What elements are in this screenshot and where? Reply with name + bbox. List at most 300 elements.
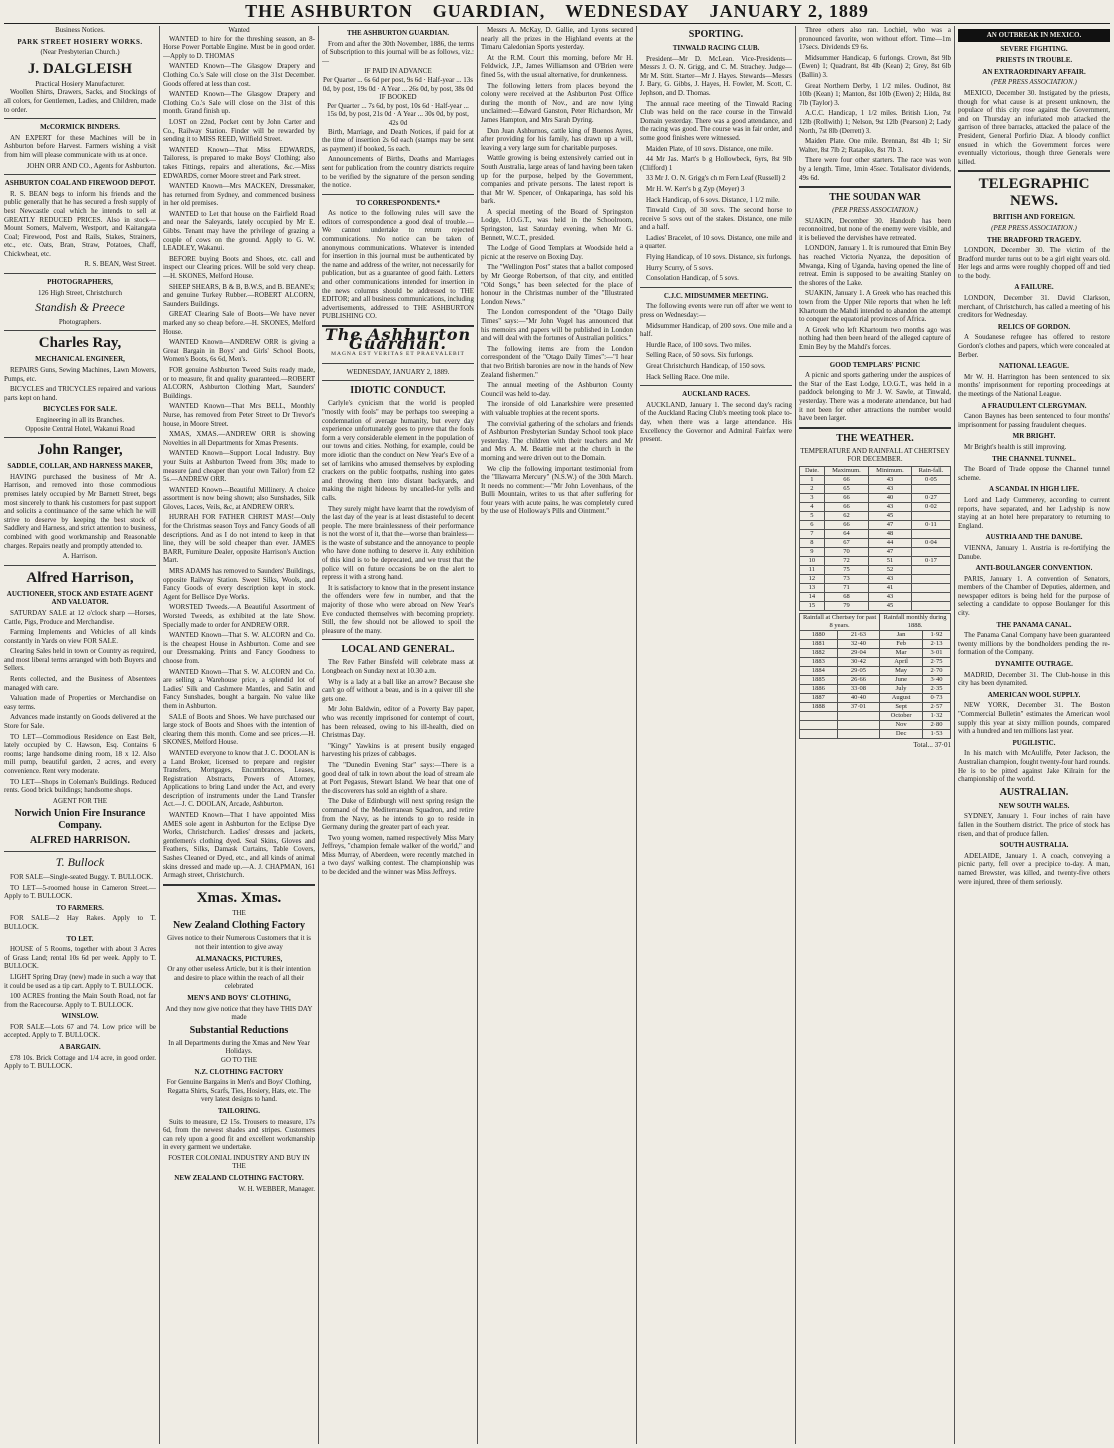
table-row <box>800 693 951 702</box>
column-header: Rain-fall. <box>911 466 950 475</box>
wanted-item: MRS ADAMS has removed to Saunders' Buildings, opposite Railway Station. Sweet Silks, Wools, and Fancy Goods of every description kept in stock. Agent for Bellisce Dye Works. <box>163 567 315 601</box>
table-row <box>800 592 951 601</box>
ad-body: LIGHT Spring Dray (new) made in such a way that it could be used as a tip cart. Apply to T. BULLOCK. <box>4 972 156 990</box>
table-row <box>800 657 951 666</box>
wanted-item: SALE of Boots and Shoes. We have purchased our large stock of Boots and Shoes with the intention of clearing them this month. Come and see prices.—H. SKONES, Melford House. <box>163 712 315 747</box>
column-rule <box>477 26 478 1444</box>
table-cell: July <box>880 684 923 693</box>
table-cell: 13 <box>800 583 825 592</box>
news-item: LONDON, December 31. David Clarkson, merchant, of Christchurch, has called a meeting of his creditors for Wednesday. <box>958 294 1110 320</box>
ad-heading: Norwich Union Fire Insurance Company. <box>14 808 146 832</box>
wanted-item: WANTED Known—ANDREW ORR is giving a Great Bargain in Boys' and Girls' School Boots, Women's Boots, 6s 6d, Men's. <box>163 338 315 364</box>
article-heading: LOCAL AND GENERAL. <box>341 644 455 656</box>
table-cell: 15 <box>800 601 825 610</box>
race-result: Ladies' Bracelet, of 10 sovs. Distance, one mile and a quarter. <box>640 233 792 251</box>
news-item: The following items are from the London correspondent of the "Otago Daily Times":—"I hear that two British baronies are now in the hands of New Zealand fishermen." <box>481 344 633 379</box>
column-7-telegrams <box>958 26 1110 1444</box>
article-heading: NEW SOUTH WALES. <box>998 801 1070 810</box>
rates-label: IF PAID IN ADVANCE <box>364 67 432 76</box>
ad-body: Suits to measure, £2 15s. Trousers to measure, 17s 6d, from the newest shades and stripes. Customers can rely upon a good fit and excellent workmanship in every garment we undertake. <box>163 1117 315 1152</box>
news-item: The ironside of old Lanarkshire were presented with valuable trophies at the recent sports. <box>481 400 633 417</box>
masthead-day: WEDNESDAY <box>565 0 690 21</box>
article-heading: C.J.C. MIDSUMMER MEETING. <box>663 291 769 300</box>
table-cell: 1881 <box>800 639 838 648</box>
table-cell <box>911 547 950 556</box>
wanted-item: WANTED Known—That S. W. ALCORN and Co. is the cheapest House in Ashburton. Come and see our Dressmaking. Prints and Fancy Goodness to choose from. <box>163 631 315 665</box>
news-item: Two young women, named respectively Miss Mary Jeffreys, "champion female walker of the world," and Miss Murray, of Aberdeen, were recently matched in a two days' walking contest. The championship was to be decided and the winner was Miss Jeffreys. <box>322 833 474 877</box>
table-cell <box>800 720 838 729</box>
ad-signature: A. Harrison. <box>62 552 98 561</box>
news-item: The annual meeting of the Ashburton County Council was held to-day. <box>481 381 633 398</box>
ad-heading: BICYCLES FOR SALE. <box>42 405 118 414</box>
table-cell: 1884 <box>800 666 838 675</box>
table-cell: 67 <box>824 538 868 547</box>
article-heading: AUSTRIA AND THE DANUBE. <box>985 533 1083 542</box>
table-row <box>800 502 951 511</box>
table-cell: 0·11 <box>911 520 950 529</box>
wanted-item: WORSTED Tweeds.—A Beautiful Assortment of Worsted Tweeds, as exhibited at the late Show. Specially made to order for ANDREW ORR. <box>163 603 315 629</box>
table-cell: 2·57 <box>923 702 951 711</box>
column-rule <box>318 26 319 1444</box>
race-result: Mr H. W. Kerr's b g Zyp (Meyer) 3 <box>646 184 745 193</box>
table-cell: 29·04 <box>837 648 879 657</box>
ad-body: FOR SALE—Single-seated Buggy. T. BULLOCK. <box>10 872 153 881</box>
news-item: LONDON, January 1. It is rumoured that Emin Bey has reached Victoria Nyanza, the deposition of Mwanga, King of Uganda, having opened the line of retreat. Emin is supposed to be awaiting Stanley on the shores of the Lake. <box>799 244 951 287</box>
table-cell: 26·66 <box>837 675 879 684</box>
table-cell: 1·32 <box>923 711 951 720</box>
article-heading: IDIOTIC CONDUCT. <box>350 385 446 397</box>
table-cell <box>800 729 838 738</box>
table-cell: 0·73 <box>923 693 951 702</box>
race-result: Hack Selling Race. One mile. <box>646 372 730 381</box>
news-item: The following letters from places beyond the colony were received at the Ashburton Post Office during the month of Nov., and are now lying unclaimed:—Edward Ganston, Peter Richardson, Mr James Hampton, and Mrs Sarah Dyring. <box>481 81 633 124</box>
race-result: Three others also ran. Lochiel, who was a pronounced favorite, won without effort. Time—1m 17secs. Dividends £9 6s. <box>799 26 951 52</box>
race-result: Selling Race, of 50 sovs. Six furlongs. <box>646 351 754 360</box>
news-item: SYDNEY, January 1. Four inches of rain have fallen in the Southern district. The price of stock has risen, and that of produce fallen. <box>958 812 1110 838</box>
ad-signature: R. S. BEAN, West Street. <box>84 260 156 269</box>
article-heading: GOOD TEMPLARS' PICNIC <box>829 360 921 369</box>
masthead <box>0 0 1114 22</box>
table-row <box>800 565 951 574</box>
ad-trade: Practical Hosiery Manufacturer. <box>35 79 125 88</box>
news-item: In his match with McAuliffe, Peter Jackson, the Australian champion, fought twenty-four hard rounds. He is to be pitted against Jake Kilrain for the championship of the world. <box>958 749 1110 784</box>
weather-table <box>799 466 951 611</box>
table-cell <box>911 484 950 493</box>
table-row <box>800 520 951 529</box>
article-subheading: AN EXTRAORDINARY AFFAIR. <box>982 67 1086 76</box>
table-cell: 12 <box>800 574 825 583</box>
news-item: SUAKIN, December 30. Handoub has been reconnoitred, but none of the enemy were visible, and it is believed the dervishes have retreated. <box>799 216 951 242</box>
ad-body: Or any other useless Article, but it is their intention and desire to place within the reach of all their celebrated <box>167 965 311 991</box>
table-cell: 1·53 <box>923 729 951 738</box>
table-cell <box>911 601 950 610</box>
column-rule <box>954 26 955 1444</box>
table-cell: 47 <box>869 547 912 556</box>
ad-heading: Substantial Reductions <box>189 1024 289 1036</box>
table-cell: 14 <box>800 592 825 601</box>
table-cell: Dec <box>880 729 923 738</box>
section-heading: THE ASHBURTON GUARDIAN. <box>346 29 450 37</box>
ad-line: FOSTER COLONIAL INDUSTRY AND BUY IN THE <box>168 1153 310 1171</box>
news-item: Canon Baynes has been sentenced to four months' imprisonment for passing fraudulent cheques. <box>958 412 1110 429</box>
press-credit: (PER PRESS ASSOCIATION.) <box>991 78 1077 87</box>
ad-body: Gives notice to their Numerous Customers that it is not their intention to give away <box>167 934 311 951</box>
table-cell: 66 <box>824 520 868 529</box>
table-cell: 21·63 <box>837 630 879 639</box>
ad-address: 126 High Street, Christchurch <box>38 288 122 297</box>
table-cell: 0·05 <box>911 475 950 484</box>
table-cell: 0·27 <box>911 493 950 502</box>
table-cell: 1 <box>800 475 825 484</box>
table-row <box>800 639 951 648</box>
ad-body: FOR SALE—Lots 67 and 74. Low price will be accepted. Apply to T. BULLOCK. <box>4 1022 156 1040</box>
table-cell: 1880 <box>800 630 838 639</box>
table-cell: 1882 <box>800 648 838 657</box>
ad-heading: WINSLOW. <box>61 1012 99 1021</box>
wanted-item: WANTED Known—That S. W. ALCORN and Co. are selling a Warehouse price, a splendid lot of Ladies' Silk and Cashmere Mantles, and Satin and Fancy Sunshades, bought a bargain. No value like them in Ashburton. <box>163 667 315 710</box>
table-row <box>800 601 951 610</box>
ad-heading: PHOTOGRAPHERS, <box>47 278 113 287</box>
table-cell: 47 <box>869 520 912 529</box>
news-item: The Panama Canal Company have been guaranteed twenty millions by the bondholders pending the re-formation of the Company. <box>958 631 1110 657</box>
news-item: MEXICO, December 30. Instigated by the priests, though for what cause is at present unknown, the populace of this city rose against the Government, and on Thursday an infuriated mob attacked the garrison of three barracks, attacked the palace of the President, General Porfirio Diaz. A bloody conflict ensued in which the Government forces were eventually victorious, though three Generals were killed. <box>958 88 1110 166</box>
column-rule <box>159 26 160 1444</box>
table-cell <box>911 583 950 592</box>
ad-line: THE <box>232 908 246 917</box>
table-cell: 40·40 <box>837 693 879 702</box>
ad-signature: ALFRED HARRISON. <box>29 835 130 847</box>
ad-body: Advances made instantly on Goods delivered at the Store for Sale. <box>4 713 156 731</box>
table-cell: 32·40 <box>837 639 879 648</box>
table-cell <box>837 720 879 729</box>
article-heading: A FRAUDULENT CLERGYMAN. <box>981 401 1087 410</box>
news-item: The convivial gathering of the scholars and friends of Ashburton Presbyterian Sunday School took place yesterday. The children with their teachers and Mr and Mrs A. M. Beattie met at the church in the morning and were driven out to the Domain. <box>481 419 633 462</box>
table-cell: 64 <box>824 529 868 538</box>
news-item: Mr John Baldwin, editor of a Poverty Bay paper, who was recently imprisoned for contempt of court, has been released, owing to his ill-health, died on Christmas Day. <box>322 705 474 740</box>
ad-heading: McCORMICK BINDERS. <box>40 123 120 132</box>
ad-trade: MECHANICAL ENGINEER, <box>35 355 125 364</box>
ad-trade: SADDLE, COLLAR, AND HARNESS MAKER, <box>7 462 153 471</box>
table-cell: Sept <box>880 702 923 711</box>
wanted-item: WANTED Known—The Glasgow Drapery and Clothing Co.'s Sale will close on the 31st December. Goods offered at less than cost. <box>163 62 315 88</box>
column-5-sporting <box>640 26 792 1444</box>
advertiser-name: John Ranger, <box>37 442 123 459</box>
race-result: The annual race meeting of the Tinwald Racing Club was held on the race course in the Tinwald Domain yesterday. There was a good attendance, and the racing was good. The course was in fair order, and some good finishes were witnessed. <box>640 99 792 142</box>
table-row <box>800 729 951 738</box>
section-label: Business Notices. <box>55 26 105 34</box>
race-result: The following events were run off after we went to press on Wednesday:— <box>640 302 792 320</box>
article-subheading: SEVERE FIGHTING. <box>1000 44 1068 53</box>
table-row <box>800 583 951 592</box>
wanted-item: WANTED Known—Mrs MACKEN, Dressmaker, has returned from Sydney, and commenced business in her old premises. <box>163 182 315 208</box>
table-cell: 0·17 <box>911 556 950 565</box>
column-3-editorial <box>322 26 474 1444</box>
photographers-signature-logo: Standish & Preece <box>35 300 125 315</box>
issue-date: WEDNESDAY, JANUARY 2, 1889. <box>346 367 450 376</box>
wanted-item: WANTED Known—That I have appointed Miss AMES sole agent in Ashburton for the Eclipse Dye Works, Christchurch. Ladies' dresses and jackets, gentlemen's clothing dyed. Seal Skins, Gloves and Feathers, Silks, Damask Curtains, Table Covers, Sashes Cleaned or Dyed, etc., and all kinds of animal skins dressed and made up.—A. J. CHAPMAN, 161 Armagh street, Christchurch. <box>163 811 315 880</box>
table-row <box>800 675 951 684</box>
ad-heading: ASHBURTON COAL AND FIREWOOD DEPOT. <box>4 179 156 188</box>
ad-body: TO LET—Commodious Residence on East Belt, lately occupied by C. Hawson, Esq. Contains 6 rooms; large handsome dining room, 18 x 12. Also mill pump, beautiful garden, 2 acres, and every convenience. Rent very moderate. <box>4 732 156 775</box>
table-cell: 1885 <box>800 675 838 684</box>
article-heading: SOUTH AUSTRALIA. <box>999 841 1069 850</box>
ad-subheading: (Near Presbyterian Church.) <box>40 48 120 57</box>
section-label: Wanted <box>228 26 250 34</box>
table-cell: 1886 <box>800 684 838 693</box>
ad-body: TO LET—5-roomed house in Cameron Street.—Apply to T. BULLOCK. <box>4 883 156 901</box>
table-cell: Mar <box>880 648 923 657</box>
column-header: Minimum. <box>869 466 912 475</box>
xmas-heading: Xmas. Xmas. <box>196 889 282 906</box>
race-result: 33 Mr J. O. N. Grigg's ch m Fern Leaf (Russell) 2 <box>646 174 786 183</box>
table-cell: 2·13 <box>923 639 951 648</box>
column-2-wanted <box>163 26 315 1444</box>
table-cell: 40 <box>869 493 912 502</box>
race-result: Maiden Plate, of 10 sovs. Distance, one mile. <box>646 144 773 153</box>
news-item: NEW YORK, December 31. The Boston "Commercial Bulletin" estimates the American wool supply this year at sixty million pounds, compared with a hundred and ten millions last year. <box>958 701 1110 736</box>
ad-heading: ALMANACKS, PICTURES, <box>195 954 283 963</box>
table-cell: 62 <box>824 511 868 520</box>
table-cell: 3·40 <box>923 675 951 684</box>
wanted-item: GREAT Clearing Sale of Boots—We have never marked any so cheap before.—H. SKONES, Melford House. <box>163 310 315 336</box>
column-header: Rainfall at Chertsey for past 8 years. <box>800 613 880 630</box>
table-cell: 2·75 <box>923 657 951 666</box>
ad-body: Woollen Shirts, Drawers, Sacks, and Stockings of all colors, for Gentlemen, Ladies, and Children, made to order. <box>4 88 156 114</box>
news-item: ADELAIDE, January 1. A coach, conveying a picnic party, fell over a precipice to-day. A man, named Brewster, was killed, and twenty-five others were injured, three of them seriously. <box>958 851 1110 886</box>
ad-heading: PARK STREET HOSIERY WORKS. <box>17 37 143 46</box>
column-4-local-news <box>481 26 633 1444</box>
article-paragraph: Carlyle's cynicism that the world is peopled "mostly with fools" may be perhaps too sweeping a condemnation of average humanity, but every day experience unfortunately goes to prove that the fools form a very considerable element in the population of our towns and cities. Nothing, for example, could be more idiotic than the conduct on New Year's Eve of a set of larrikins who amused themselves by exploding crackers on the public footpaths, rushing into gates and throwing them into distant backyards, and making the night hideous by uncalled-for yells and calls. <box>322 399 474 502</box>
bullock-signature-logo: T. Bullock <box>55 855 105 870</box>
wanted-item: LOST on 22nd, Pocket cent by John Carter and Co., Railway Station. Finder will be rewarded by sending it to MISS REED, Wilfield Street. <box>163 117 315 144</box>
article-heading: AMERICAN WOOL SUPPLY. <box>987 690 1081 699</box>
table-cell: April <box>880 657 923 666</box>
article-heading: NATIONAL LEAGUE. <box>999 362 1069 371</box>
table-cell <box>837 711 879 720</box>
table-cell: 71 <box>824 583 868 592</box>
table-cell: 52 <box>869 565 912 574</box>
table-row <box>800 547 951 556</box>
news-item: Mr W. H. Harrington has been sentenced to six months' imprisonment for reporting proceedings at the meetings of the National League. <box>958 372 1110 398</box>
news-item: SUAKIN, January 1. A Greek who has reached this town from the Upper Nile reports that when he left Khartoum the Mahdi intended to abandon the attempt to conquer the equatorial provinces of Africa. <box>799 289 951 324</box>
table-cell <box>911 511 950 520</box>
weather-table-body <box>800 475 951 610</box>
table-row <box>800 475 951 484</box>
section-heading: TO CORRESPONDENTS.* <box>355 198 441 207</box>
table-cell: 68 <box>824 592 868 601</box>
advertiser-name: Alfred Harrison, <box>26 569 134 586</box>
ad-body: Clearing Sales held in town or Country as required, and most liberal terms arranged with both Buyers and Sellers. <box>4 647 156 673</box>
table-cell: 41 <box>869 583 912 592</box>
table-cell: 7 <box>800 529 825 538</box>
article-subheading: PRIESTS IN TROUBLE. <box>995 56 1073 65</box>
section-heading: TELEGRAPHIC NEWS. <box>978 176 1090 210</box>
wanted-item: WANTED Known—That Mrs BELL, Monthly Nurse, has removed from Peter Street to Dr Trevor's house, in Moore Street. <box>163 402 315 428</box>
table-cell: 2 <box>800 484 825 493</box>
table-cell: 79 <box>824 601 868 610</box>
article-heading: A SCANDAL IN HIGH LIFE. <box>988 485 1080 494</box>
table-cell: 2·35 <box>923 684 951 693</box>
table-cell: 66 <box>824 475 868 484</box>
table-cell: 66 <box>824 502 868 511</box>
table-cell: 1883 <box>800 657 838 666</box>
wanted-item: WANTED everyone to know that J. C. DOOLAN is a Land Broker, licensed to prepare and register Transfers, Mortgages, Encumbrances, Leases, Registration Abstracts, Powers of Attorney, Applications to bring Land under the Act, and every description of instruments under the Land Transfer Act.—J. C. DOOLAN, Arcade, Ashburton. <box>163 748 315 809</box>
race-result: 44 Mr Jas. Mart's b g Hollowbeck, 6yrs, 8st 9lb (Clifford) 1 <box>640 155 792 172</box>
news-item: We clip the following important testimonial from the "Illawarra Mercury" (N.S.W.) of the 30th March. It needs no comment:—"Mr John Lovenhaus, of the Bulli Mountain, writes to us that after suffering for four years with acute pains, he was completely cured by the use of Holloway's Pills and Ointment." <box>481 464 633 516</box>
table-cell <box>800 711 838 720</box>
table-cell: 51 <box>869 556 912 565</box>
news-item: A special meeting of the Board of Springston Lodge, I.O.G.T., was held in the Schoolroom, Springston, last Saturday evening, when Mr G. Bennett, W.C.T., presided. <box>481 207 633 242</box>
table-cell: 11 <box>800 565 825 574</box>
table-cell: 9 <box>800 547 825 556</box>
table-cell: May <box>880 666 923 675</box>
newspaper-flag: The Ashburton Guardian. <box>324 325 472 353</box>
news-item: VIENNA, January 1. Austria is re-fortifying the Danube. <box>958 543 1110 561</box>
wanted-item: WANTED Known—The Glasgow Drapery and Clothing Co.'s Sale will close on the 31st of this month. Grand finish up. <box>163 90 315 116</box>
column-rule <box>636 26 637 1444</box>
table-header-row <box>800 466 951 475</box>
advertiser-name: Charles Ray, <box>38 335 122 352</box>
ad-heading: MEN'S AND BOYS' CLOTHING, <box>187 993 291 1002</box>
table-cell: 3 <box>800 493 825 502</box>
table-cell: August <box>880 693 923 702</box>
table-cell: June <box>880 675 923 684</box>
ad-body: FOR SALE—2 Hay Rakes. Apply to T. BULLOCK. <box>4 914 156 931</box>
article-paragraph: They surely might have learnt that the rowdyism of the last day of the year is at least distasteful to decent people. The mere brainlessness of their performance is not the worst of it, that the—worse than brainless—is the waste of substance and the annoyance to people who have done nothing to deserve it. Any exhibition of this kind is to be deprecated, and we trust that the police will on future occasions be on the alert to repress it with a strong hand. <box>322 504 474 582</box>
column-rule <box>795 26 796 1444</box>
wanted-item: WANTED to Let that house on the Fairfield Road and near the Saleyards, lately occupied by Mr E. Gibbs. Tenant may have the privilege of grazing a couple of cows on the ground. Apply to G. W. LEADLEY, Wakanui. <box>163 209 315 253</box>
section-subheading: BRITISH AND FOREIGN. <box>993 213 1075 222</box>
table-cell: 65 <box>824 484 868 493</box>
table-cell: 43 <box>869 502 912 511</box>
ad-body: Farming Implements and Vehicles of all kinds constantly in Yards on view FOR SALE. <box>4 628 156 645</box>
ad-body: 100 ACRES fronting the Main South Road, not far from the Racecourse. Apply to T. BULLOCK. <box>4 992 156 1009</box>
ad-body: For Genuine Bargains in Men's and Boys' Clothing, Regatta Shirts, Scarfs, Ties, Hosiery, Hats, etc. The very latest designs to hand. <box>166 1078 312 1104</box>
article-heading: ANTI-BOULANGER CONVENTION. <box>975 564 1093 573</box>
ad-heading: N.Z. CLOTHING FACTORY <box>194 1067 284 1076</box>
ad-body: £78 10s. Brick Cottage and 1/4 acre, in good order. Apply to T. BULLOCK. <box>4 1053 156 1071</box>
table-cell: 1887 <box>800 693 838 702</box>
column-header: Maximum. <box>824 466 868 475</box>
wanted-item: SHEEP SHEARS, B & B, B.W.S, and B. BEANE's; and genuine Turkey Rubber.—ROBERT ALCORN, Saunders Buildings. <box>163 282 315 308</box>
race-result: Consolation Handicap, of 5 sovs. <box>646 274 739 283</box>
wanted-item: WANTED Known—Beautiful Millinery. A choice assortment is now being shown; also Sunshades, Silk Gloves, Laces, Veils, &c, at ANDREW ORR's. <box>163 485 315 511</box>
article-heading: THE WEATHER. <box>836 432 914 444</box>
ad-body: BICYCLES and TRICYCLES repaired and various parts kept on hand. <box>4 385 156 402</box>
news-item: The Board of Trade oppose the Channel tunnel scheme. <box>958 465 1110 482</box>
news-item: Messrs A. McKay, D. Gallie, and Lyons secured nearly all the prizes in the Highland events at the Timaru Caledonian Sports yesterday. <box>481 26 633 52</box>
column-header: Date. <box>800 466 825 475</box>
article-heading: TINWALD RACING CLUB. <box>672 44 760 52</box>
ad-body: TO LET—Shops in Coleman's Buildings. Reduced rents. Good brick buildings; handsome shops. <box>4 777 156 795</box>
table-cell: 43 <box>869 592 912 601</box>
table-cell: 6 <box>800 520 825 529</box>
table-row <box>800 666 951 675</box>
table-cell <box>911 565 950 574</box>
table-cell: October <box>880 711 923 720</box>
news-item: A picnic and sports gathering under the auspices of the Star of the East Lodge, I.O.G.T., was held in a paddock belonging to Mr J. W. Sawle, at Tinwald, yesterday. There was a moderate attendance, but had it not been for other attractions the number would have been larger. <box>799 371 951 423</box>
race-result: Midsummer Handicap, of 200 sovs. One mile and a half. <box>640 321 792 339</box>
news-item: The London correspondent of the "Otago Daily Times" says:—"Mr John Vogel has announced that his memoirs and papers will be published in London and will deal with the fortunes of Australian politics." <box>481 308 633 343</box>
news-item: AUCKLAND, January 1. The second day's racing of the Auckland Racing Club's meeting took place to-day, when there was a large attendance. His Excellency the Governor and Admiral Fairfax were present. <box>640 400 792 444</box>
ad-address: Opposite Central Hotel, Wakanui Road <box>25 424 135 433</box>
press-credit: (PER PRESS ASSOCIATION.) <box>991 223 1077 232</box>
article-heading: DYNAMITE OUTRAGE. <box>995 660 1073 669</box>
weather-subheading: TEMPERATURE AND RAINFALL AT CHERTSEY FOR DECEMBER. <box>800 446 950 464</box>
article-heading: THE SOUDAN WAR <box>829 192 921 204</box>
wanted-item: WANTED Known—That Miss EDWARDS, Tailoress, is prepared to make Boys' Clothing; also takes Fittings, repairs and alterations, &c.—Miss EDWARDS, corner Moore street and Park street. <box>163 145 315 180</box>
news-item: PARIS, January 1. A convention of Senators, members of the Chamber of Deputies, aldermen, and newspaper editors is being held for the purpose of selecting a candidate to oppose Boulanger for this city. <box>958 574 1110 618</box>
rates: Per Quarter ... 7s 6d, by post, 10s 6d · Half-year ... 15s 0d, by post, 21s 0d · A Year ... 30s 0d, by post, 42s 0d <box>327 101 469 127</box>
rates-label: IF BOOKED <box>379 93 417 102</box>
table-cell: 4 <box>800 502 825 511</box>
ad-body: SATURDAY SALE at 12 o'clock sharp —Horses, Cattle, Pigs, Produce and Merchandise. <box>4 608 156 626</box>
table-cell: 75 <box>824 565 868 574</box>
table-cell: 0·04 <box>911 538 950 547</box>
table-row <box>800 529 951 538</box>
table-cell: 1·92 <box>923 630 951 639</box>
table-row <box>800 711 951 720</box>
wanted-item: HURRAH FOR FATHER CHRIST MAS!—Only for the Christmas season Toys and Fancy Goods of all descriptions. And as I do not intend to keep in that line, they will be sold cheaper than ever. JAMES BARR, Furniture Dealer, opposite Harrison's Auction Mart. <box>163 513 315 565</box>
article-heading: RELICS OF GORDON. <box>997 322 1071 331</box>
race-result: Hurdle Race, of 100 sovs. Two miles. <box>646 340 752 349</box>
table-cell <box>911 529 950 538</box>
ad-heading: NEW ZEALAND CLOTHING FACTORY. <box>174 1174 304 1183</box>
table-cell: 66 <box>824 493 868 502</box>
table-header-row <box>800 613 951 630</box>
column-header: Rainfall monthly during 1888. <box>880 613 951 630</box>
article-heading: AUCKLAND RACES. <box>682 390 750 399</box>
ad-heading: TO LET. <box>66 934 94 943</box>
news-item: Dun Juan Ashburnos, cattle king of Buenos Ayres, after providing for his family, has drawn up a will, leaving a very large sum for charitable purposes. <box>481 126 633 152</box>
column-6-soudan-weather <box>799 26 951 1444</box>
news-item: The Lodge of Good Templars at Woodside held a picnic at the reserve on Boxing Day. <box>481 244 633 261</box>
news-item: A Greek who left Khartoum two months ago was nothing had then been heard of the alleged capture of Emin Bey by the Mahdi's forces. <box>799 325 951 351</box>
table-row <box>800 484 951 493</box>
ad-subheading: Photographers. <box>58 317 102 326</box>
wanted-item: WANTED Known—Support Local Industry. Buy your Suits at Ashburton Tweed from 30s; made to measure (and cheaper than your own Tailor) from £2 5s.—ANDREW ORR. <box>163 449 315 484</box>
table-cell <box>911 574 950 583</box>
race-result: Great Christchurch Handicap, of 150 sovs. <box>646 362 766 370</box>
table-cell: 37·01 <box>837 702 879 711</box>
race-result: Maiden Plate. One mile. Brennan, 8st 4lb 1; Sir Walter, 8st 7lb 2; Ratapiko, 8st 7lb 3. <box>799 137 951 154</box>
news-item: LONDON, December 30. The victim of the Bradford murder turns out to be a girl eight years old. Her legs and arms were roughly chopped off and tied to the body. <box>958 246 1110 280</box>
table-cell <box>837 729 879 738</box>
race-result: There were four other starters. The race was won by a length. Time, 1min 45sec. Totalisator dividends, 49s 6d. <box>799 156 951 182</box>
banner-heading: AN OUTBREAK IN MEXICO. <box>958 29 1110 42</box>
race-result: Flying Handicap, of 10 sovs. Distance, six furlongs. <box>646 253 792 262</box>
ad-body: HOUSE of 5 Rooms, together with about 3 Acres of Grass Land; rental 10s 6d per week. Apply to T. BULLOCK. <box>4 945 156 971</box>
article-heading: PUGILISTIC. <box>1012 738 1056 747</box>
ad-body: In all Departments during the Xmas and New Year Holidays. <box>168 1038 310 1056</box>
table-cell: 1888 <box>800 702 838 711</box>
ad-signature: JOHN ORR AND CO., Agents for Ashburton. <box>26 161 156 170</box>
ad-heading: TO FARMERS. <box>56 903 104 912</box>
article-paragraph: It is satisfactory to know that in the present instance the offenders were few in number, and that the majority of those who were abroad on New Year's Eve conducted themselves with becoming propriety. Still, the few should not be allowed to spoil the pleasure of the many. <box>322 583 474 635</box>
section-heading: SPORTING. <box>688 29 744 40</box>
ad-trade: AUCTIONEER, STOCK AND ESTATE AGENT AND VALUATOR. <box>6 589 154 607</box>
table-row <box>800 720 951 729</box>
ad-body: Rents collected, and the Business of Absentees managed with care. <box>4 675 156 692</box>
article-heading: MR BRIGHT. <box>1012 432 1056 441</box>
ad-body: Valuation made of Properties or Merchandise on easy terms. <box>4 694 156 711</box>
article-heading: THE CHANNEL TUNNEL. <box>992 454 1076 463</box>
ad-body: And they now give notice that they have THIS DAY made <box>165 1004 313 1022</box>
table-cell: 3·01 <box>923 648 951 657</box>
wanted-item: XMAS, XMAS.—ANDREW ORR is showing Novelties in all Departments for Xmas Presents. <box>163 430 315 447</box>
table-row <box>800 702 951 711</box>
table-cell: 0·02 <box>911 502 950 511</box>
